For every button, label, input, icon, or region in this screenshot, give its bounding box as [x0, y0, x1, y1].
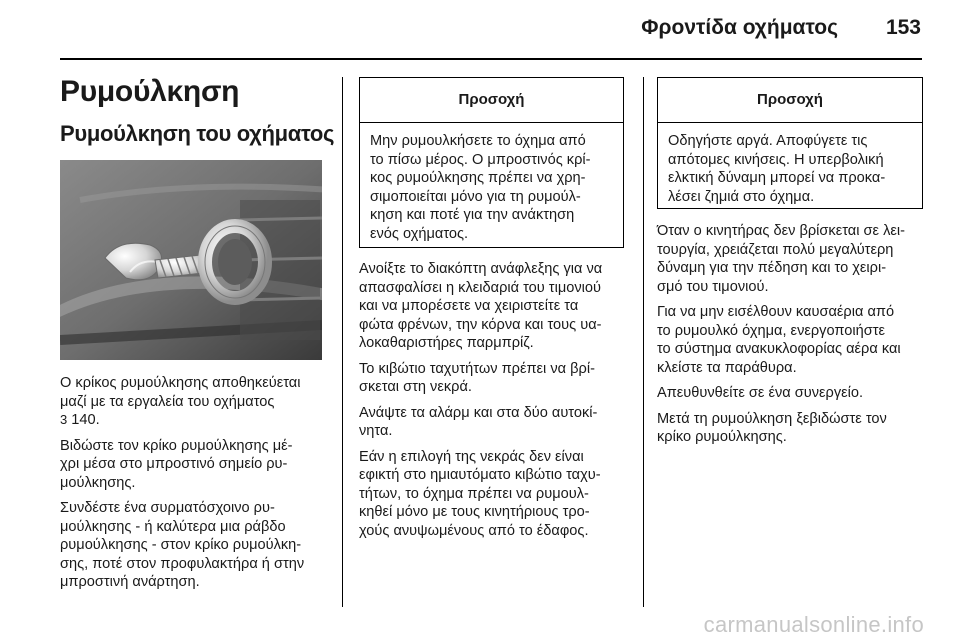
chapter-heading: Ρυμούλκηση: [60, 75, 240, 108]
header-rule: [60, 58, 922, 60]
text-line: Για να μην εισέλθουν καυσαέρια από: [657, 304, 895, 320]
right-body: [657, 222, 941, 454]
text-line: φώτα φρένων, την κόρνα και τους υα-: [359, 316, 602, 333]
left-body: [60, 374, 332, 599]
text-line: λέσει ζημιά στο όχημα.: [668, 188, 815, 205]
text-line: Εάν η επιλογή της νεκράς δεν είναι: [359, 448, 584, 465]
text-line: σκεται στη νεκρά.: [359, 379, 472, 395]
text-line: κος ρυμούλκησης πρέπει να χρη-: [370, 170, 586, 186]
body-paragraph: [359, 260, 639, 353]
cross-reference-arrow-icon: 3: [60, 412, 68, 427]
body-paragraph: [359, 448, 639, 541]
text-line: χρι μέσα στο μπροστινό σημείο ρυ-: [60, 456, 288, 472]
cross-reference-page: 140.: [71, 412, 100, 428]
caption-paragraph: [60, 374, 332, 430]
body-paragraph: [657, 303, 941, 377]
warning-title: Προσοχή: [360, 78, 623, 123]
text-line: μπροστινή ανάρτηση.: [60, 574, 200, 590]
warning-box: [359, 77, 624, 248]
text-line: ελκτική δύναμη μπορεί να προκα-: [668, 170, 886, 186]
text-line: απασφαλίσει η κλειδαριά του τιμονιού: [359, 279, 601, 296]
page-number: 153: [885, 16, 921, 39]
warning-title: Προσοχή: [658, 78, 922, 123]
body-paragraph: [657, 384, 941, 403]
text-line: εφικτή στο ημιαυτόματο κιβώτιο ταχυ-: [359, 467, 601, 483]
body-paragraph: [359, 360, 639, 397]
middle-body: [359, 260, 639, 547]
text-line: Βιδώστε τον κρίκο ρυμούλκησης μέ-: [60, 437, 293, 454]
warning-text: [658, 123, 922, 206]
text-line: Μετά τη ρυμούλκηση ξεβιδώστε τον: [657, 410, 887, 427]
text-line: σμό του τιμονιού.: [657, 278, 769, 295]
text-line: κηθεί μόνο με τους κινητήριους τρο-: [359, 504, 590, 520]
text-line: τουργία, χρειάζεται πολύ μεγαλύτερη: [657, 241, 894, 258]
text-line: κλείστε τα παράθυρα.: [657, 359, 797, 376]
text-line: τήτων, το όχημα πρέπει να ρυμουλ-: [359, 485, 589, 502]
text-line: σης, ποτέ στον προφυλακτήρα ή στην: [60, 555, 305, 572]
text-line: σιμοποιείται μόνο για τη ρυμούλ-: [370, 188, 581, 205]
warning-text: [360, 123, 623, 243]
body-paragraph: [359, 404, 639, 441]
warning-box: [657, 77, 923, 209]
body-paragraph: [60, 499, 332, 592]
text-line: το πίσω μέρος. Ο μπροστινός κρί-: [370, 151, 591, 168]
section-title: Φροντίδα οχήματος: [641, 16, 838, 39]
text-line: Οδηγήστε αργά. Αποφύγετε τις: [668, 133, 868, 149]
towing-eye-photo: [60, 160, 322, 360]
text-line: λοκαθαριστήρες παρμπρίζ.: [359, 335, 534, 351]
text-line: νητα.: [359, 423, 393, 439]
text-line: κρίκο ρυμούλκησης.: [657, 429, 787, 445]
text-line: ρυμούλκησης - στον κρίκο ρυμούλκη-: [60, 537, 302, 553]
text-line: και να μπορέσετε να χειριστείτε τα: [359, 298, 579, 314]
body-paragraph: [657, 222, 941, 296]
text-line: το σύστημα ανακυκλοφορίας αέρα και: [657, 341, 901, 357]
caption-line: μαζί με τα εργαλεία του οχήματος: [60, 393, 275, 410]
column-divider-1: [342, 77, 343, 607]
text-line: μούλκησης.: [60, 474, 136, 491]
text-line: μούλκησης - ή καλύτερα μια ράβδο: [60, 518, 286, 535]
text-line: Απευθυνθείτε σε ένα συνεργείο.: [657, 385, 864, 401]
text-line: το ρυμουλκό όχημα, ενεργοποιήστε: [657, 322, 885, 339]
text-line: Όταν ο κινητήρας δεν βρίσκεται σε λει-: [657, 223, 905, 239]
text-line: Ανοίξτε το διακόπτη ανάφλεξης για να: [359, 261, 603, 277]
cross-reference-link[interactable]: [60, 412, 100, 428]
text-line: Το κιβώτιο ταχυτήτων πρέπει να βρί-: [359, 360, 595, 377]
text-line: Μην ρυμουλκήσετε το όχημα από: [370, 133, 586, 149]
text-line: κηση και ποτέ για την ανάκτηση: [370, 207, 575, 223]
section-heading: Ρυμούλκηση του οχήματος: [60, 121, 335, 146]
watermark: carmanualsonline.info: [703, 612, 924, 637]
text-line: δύναμη για την πέδηση και το χειρι-: [657, 260, 887, 276]
body-paragraph: [657, 410, 941, 447]
column-divider-2: [643, 77, 644, 607]
text-line: Συνδέστε ένα συρματόσχοινο ρυ-: [60, 500, 275, 516]
text-line: χούς ανυψωμένους από το έδαφος.: [359, 522, 589, 539]
body-paragraph: [60, 437, 332, 493]
caption-line: Ο κρίκος ρυμούλκησης αποθηκεύεται: [60, 375, 301, 391]
text-line: Ανάψτε τα αλάρμ και στα δύο αυτοκί-: [359, 404, 598, 421]
text-line: ενός οχήματος.: [370, 225, 469, 242]
text-line: απότομες κινήσεις. Η υπερβολική: [668, 151, 884, 168]
